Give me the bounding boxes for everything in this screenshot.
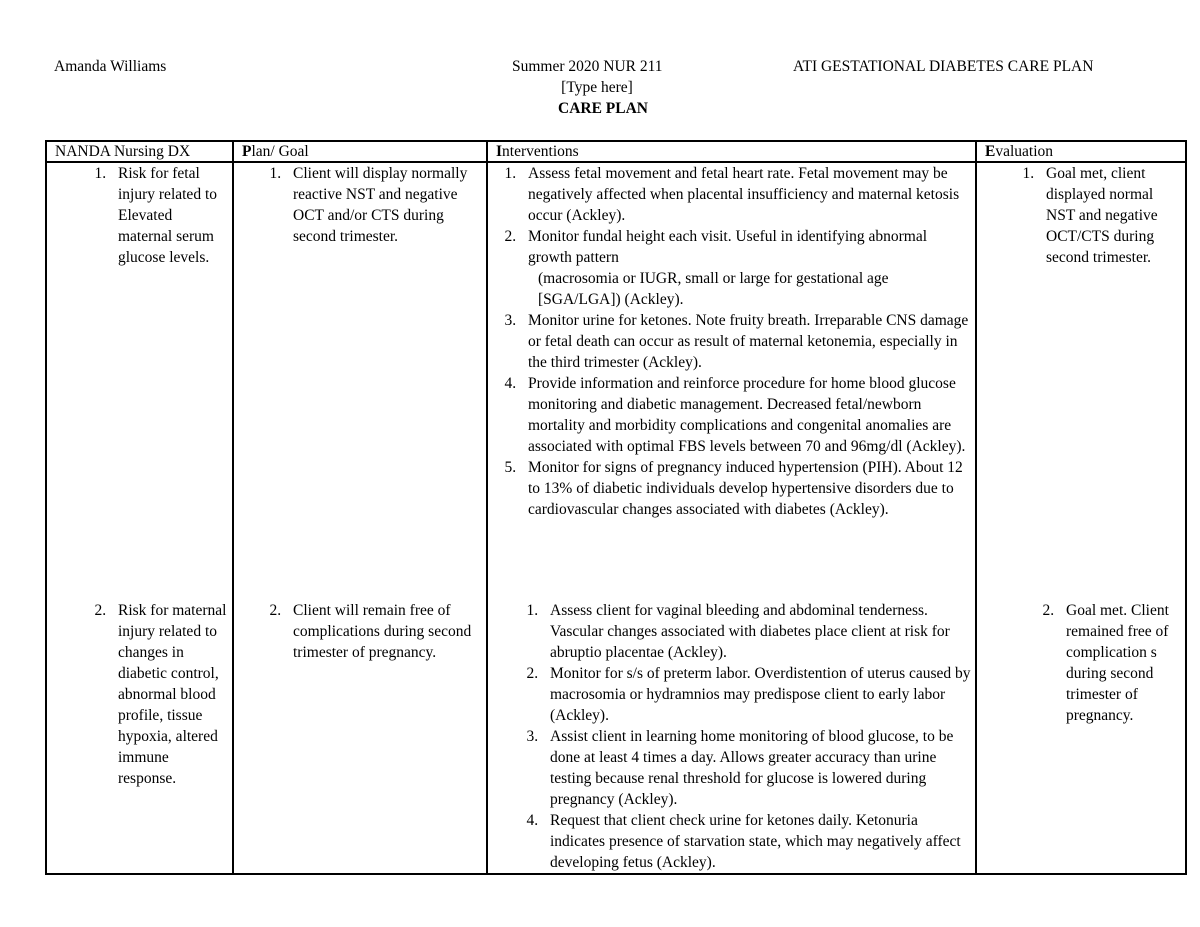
type-here-placeholder — [0, 78, 1200, 98]
table-row — [46, 600, 1186, 874]
goal-item: 1. Client will display normally reactive NST and negative OCT and/or CTS during second trimester. — [285, 163, 483, 247]
intervention-item: 5. Monitor for signs of pregnancy induced hypertension (PIH). About 12 to 13% of diabetic individuals develop hypertensive disorders due to cardiovascular changes associated with diabetes (Ackley). — [520, 457, 972, 520]
evaluation-item: 2. Goal met. Client remained free of complication s during second trimester of pregnancy. — [1058, 600, 1178, 726]
goal-item: 2. Client will remain free of complications during second trimester of pregnancy. — [285, 600, 483, 663]
intervention-item: 4. Request that client check urine for ketones daily. Ketonuria indicates presence of starvation state, which may negatively affect developing fetus (Ackley). — [542, 810, 972, 873]
course-label: Summer 2020 NUR 211 — [512, 58, 663, 75]
goal-cell — [233, 600, 487, 874]
intervention-item: 4. Provide information and reinforce procedure for home blood glucose monitoring and diabetic management. Decreased fetal/newborn mortality and morbidity complications and congenital anomalies are associated with optimal FBS levels between 70 and 96mg/dl (Ackley). — [520, 373, 972, 457]
dx-cell — [46, 162, 233, 600]
intervention-item: 3. Monitor urine for ketones. Note fruity breath. Irreparable CNS damage or fetal death can occur as result of maternal ketonemia, especially in the third trimester (Ackley). — [520, 310, 972, 373]
author-name: Amanda Williams — [54, 58, 167, 75]
intervention-item: 3. Assist client in learning home monitoring of blood glucose, to be done at least 4 times a day. Allows greater accuracy than urine testing because renal threshold for glucose is lowered during pregnancy (Ackley). — [542, 726, 972, 810]
evaluation-item: 1. Goal met, client displayed normal NST and negative OCT/CTS during second trimester. — [1038, 163, 1178, 268]
column-header-interventions: Interventions — [487, 141, 976, 162]
intervention-subtext: (macrosomia or IUGR, small or large for gestational age [SGA/LGA]) (Ackley). — [538, 270, 889, 308]
placeholder-text: [Type here] — [561, 79, 633, 96]
interventions-cell — [487, 600, 976, 874]
column-header-nanda: NANDA Nursing DX — [46, 141, 233, 162]
intervention-item: 2. Monitor for s/s of preterm labor. Overdistention of uterus caused by macrosomia or hydramnios may predispose client to early labor (Ackley). — [542, 663, 972, 726]
dx-cell — [46, 600, 233, 874]
intervention-item: 1. Assess fetal movement and fetal heart rate. Fetal movement may be negatively affected when placental insufficiency and maternal ketosis occur (Ackley). — [520, 163, 972, 226]
goal-cell — [233, 162, 487, 600]
dx-item: 1. Risk for fetal injury related to Elevated maternal serum glucose levels. — [110, 163, 229, 268]
evaluation-cell — [976, 600, 1186, 874]
interventions-cell — [487, 162, 976, 600]
column-header-plan-goal: Plan/ Goal — [233, 141, 487, 162]
table-header-row — [46, 141, 1186, 162]
dx-item: 2. Risk for maternal injury related to changes in diabetic control, abnormal blood profile, tissue hypoxia, altered immune response. — [110, 600, 229, 789]
care-plan-heading-text: CARE PLAN — [558, 100, 648, 117]
intervention-item: 1. Assess client for vaginal bleeding and abdominal tenderness. Vascular changes associated with diabetes place client at risk for abruptio placentae (Ackley). — [542, 600, 972, 663]
care-plan-heading — [0, 99, 1200, 119]
care-plan-table — [45, 140, 1187, 875]
column-header-evaluation: Evaluation — [976, 141, 1186, 162]
intervention-item: 2. Monitor fundal height each visit. Useful in identifying abnormal growth pattern (macrosomia or IUGR, small or large for gestational age [SGA/LGA]) (Ackley). — [520, 226, 972, 310]
evaluation-cell — [976, 162, 1186, 600]
document-title: ATI GESTATIONAL DIABETES CARE PLAN — [793, 58, 1094, 75]
table-row — [46, 162, 1186, 600]
